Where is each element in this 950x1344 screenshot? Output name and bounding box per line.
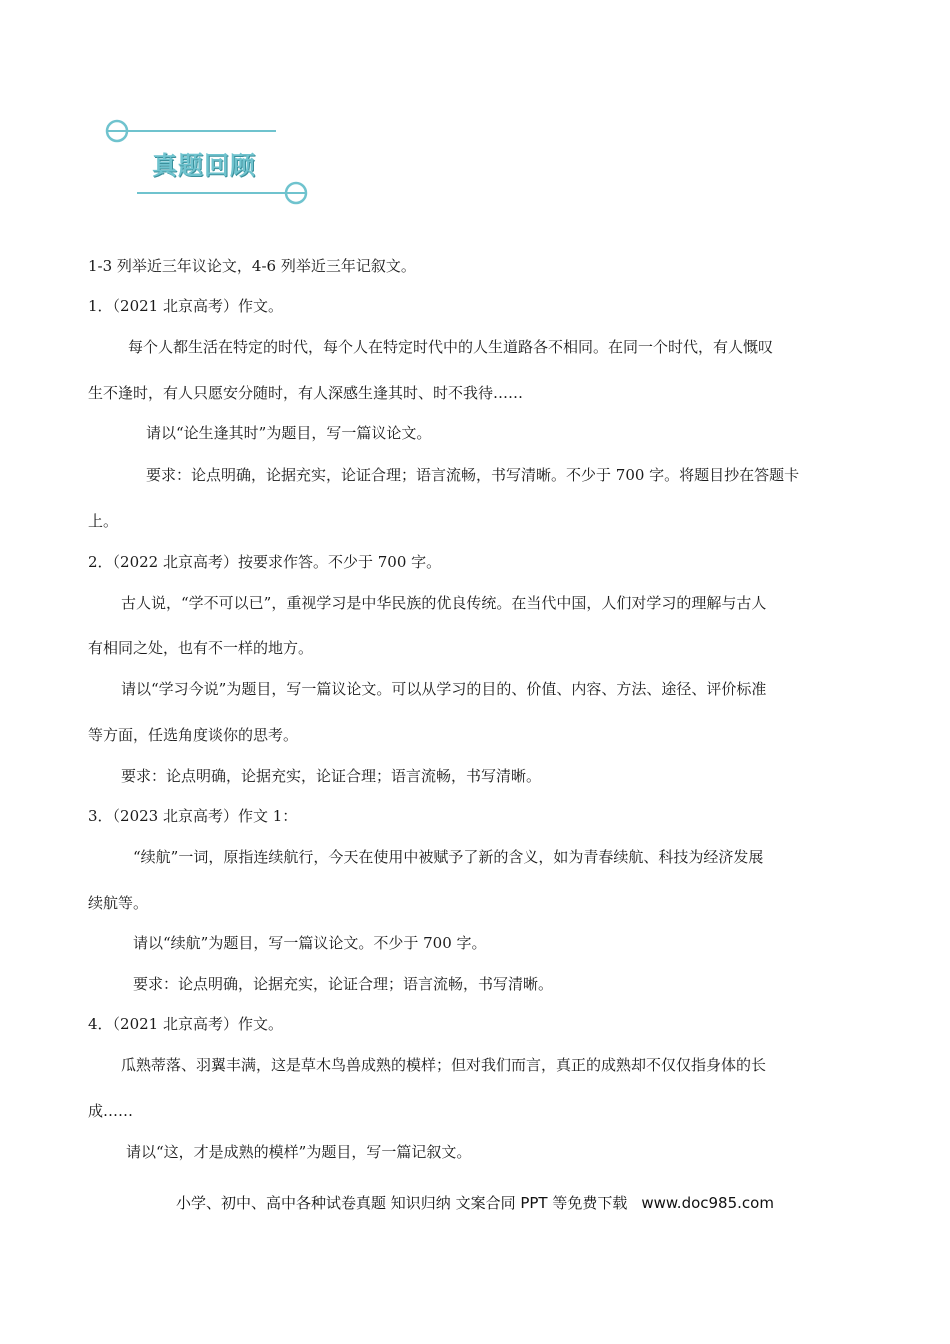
question-2-prompt-line-1: 古人说，“学不可以已”，重视学习是中华民族的优良传统。在当代中国，人们对学习的理解与古人 (121, 594, 767, 612)
question-1-task: 请以“论生逢其时”为题目，写一篇议论文。 (146, 424, 432, 442)
question-4-prompt-line-2: 成…… (88, 1102, 134, 1120)
question-1-prompt-line-2: 生不逢时，有人只愿安分随时，有人深感生逢其时、时不我待…… (88, 384, 524, 402)
footer-website-link[interactable]: www.doc985.com (641, 1194, 774, 1212)
question-1-requirements-line-1: 要求：论点明确，论据充实，论证合理；语言流畅，书写清晰。不少于 700 字。将题目抄在答题卡 (146, 466, 800, 484)
question-4-prompt-line-1: 瓜熟蒂落、羽翼丰满，这是草木鸟兽成熟的模样；但对我们而言，真正的成熟却不仅仅指身体的长 (121, 1056, 767, 1074)
question-2-task-line-1: 请以“学习今说”为题目，写一篇议论文。可以从学习的目的、价值、内容、方法、途径、评价标准 (121, 680, 767, 698)
question-4-heading: 4．（2021 北京高考）作文。 (88, 1015, 283, 1033)
question-2-task-line-2: 等方面，任选角度谈你的思考。 (88, 726, 299, 744)
question-3-requirements: 要求：论点明确，论据充实，论证合理；语言流畅，书写清晰。 (133, 975, 554, 993)
question-3-prompt-line-1: “续航”一词，原指连续航行，今天在使用中被赋予了新的含义，如为青春续航、科技为经济发展 (133, 848, 764, 866)
question-3-prompt-line-2: 续航等。 (88, 894, 149, 912)
question-1-prompt-line-1: 每个人都生活在特定的时代，每个人在特定时代中的人生道路各不相同。在同一个时代，有人慨叹 (128, 338, 774, 356)
section-badge-title: 真题回顾 (152, 151, 257, 180)
question-1-requirements-line-2: 上。 (88, 512, 119, 530)
page-footer (0, 1192, 950, 1213)
question-3-task: 请以“续航”为题目，写一篇议论文。不少于 700 字。 (133, 934, 487, 952)
question-2-requirements: 要求：论点明确，论据充实，论证合理；语言流畅，书写清晰。 (121, 767, 542, 785)
question-4-task: 请以“这，才是成熟的模样”为题目，写一篇记叙文。 (126, 1143, 472, 1161)
question-2-heading: 2．（2022 北京高考）按要求作答。不少于 700 字。 (88, 553, 442, 571)
footer-text: 小学、初中、高中各种试卷真题 知识归纳 文案合同 PPT 等免费下载 (176, 1194, 628, 1212)
question-3-heading: 3．（2023 北京高考）作文 1： (88, 807, 298, 825)
intro-text: 1-3 列举近三年议论文，4-6 列举近三年记叙文。 (88, 257, 416, 275)
question-2-prompt-line-2: 有相同之处，也有不一样的地方。 (88, 639, 314, 657)
question-1-heading: 1．（2021 北京高考）作文。 (88, 297, 283, 315)
